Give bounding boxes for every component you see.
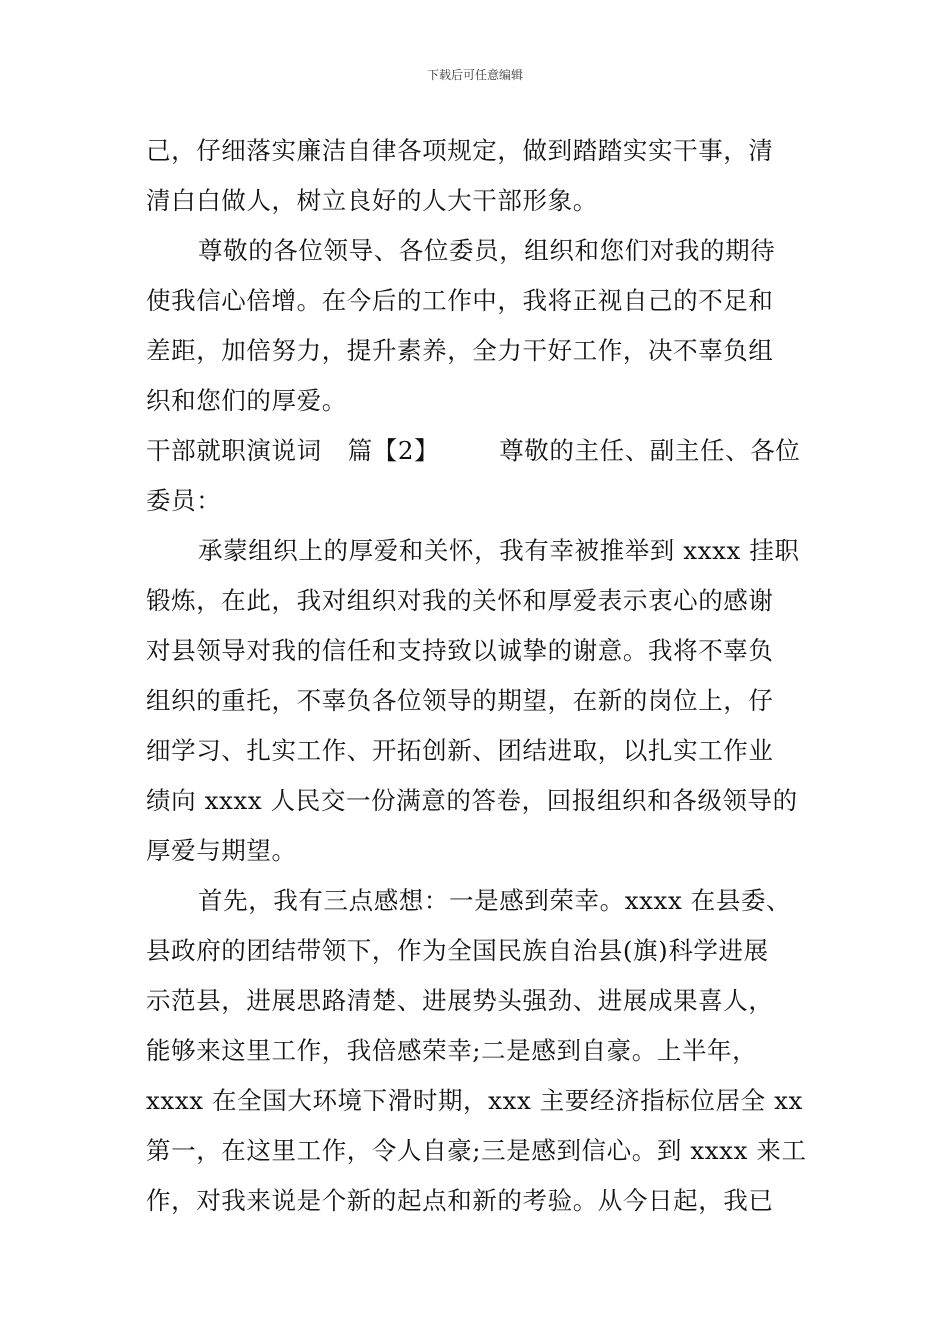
paragraph-gratitude [146,526,814,876]
paragraph-speech-2-heading [146,426,814,526]
text-line: 示范县，进展思路清楚、进展势头强劲、进展成果喜人， [146,986,774,1015]
text-line: 尊敬的各位领导、各位委员，组织和您们对我的期待 [198,236,776,265]
text-line: 承蒙组织上的厚爱和关怀，我有幸被推举到 xxxx 挂职 [198,536,800,565]
text-line: 锻炼，在此，我对组织对我的关怀和厚爱表示衷心的感谢 [146,586,774,615]
page-header: 下载后可任意编辑 [426,68,523,82]
text-line: 县政府的团结带领下，作为全国民族自治县(旗)科学进展 [146,936,769,965]
text-line: 第一，在这里工作，令人自豪;三是感到信心。到 xxxx 来工 [146,1136,807,1165]
section-heading [146,426,814,476]
text-line: 使我信心倍增。在今后的工作中，我将正视自己的不足和 [146,286,774,315]
speech-part-label: 篇【2】 [347,436,440,465]
text-line: 对县领导对我的信任和支持致以诚挚的谢意。我将不辜负 [146,636,774,665]
text-line: 组织的重托，不辜负各位领导的期望，在新的岗位上，仔 [146,686,774,715]
speech-title: 干部就职演说词 [146,436,322,465]
paragraph-self-discipline [146,126,814,226]
salutation: 尊敬的主任、副主任、各位 [499,436,801,465]
text-line: 织和您们的厚爱。 [146,386,347,415]
text-line: 细学习、扎实工作、开拓创新、团结进取，以扎实工作业 [146,736,774,765]
paragraph-closing [146,226,814,426]
text-line: 绩向 xxxx 人民交一份满意的答卷，回报组织和各级领导的 [146,786,798,815]
paragraph-impressions [146,876,814,1226]
text-line: 厚爱与期望。 [146,836,297,865]
text-line: xxxx 在全国大环境下滑时期，xxx 主要经济指标位居全 xx [146,1086,803,1115]
text-line: 作，对我来说是个新的起点和新的考验。从今日起，我已 [146,1186,774,1215]
document-body [146,126,814,1226]
text-line: 差距，加倍努力，提升素养，全力干好工作，决不辜负组 [146,336,774,365]
text-line: 清白白做人，树立良好的人大干部形象。 [146,186,598,215]
text-line: 己，仔细落实廉洁自律各项规定，做到踏踏实实干事，清 [146,136,774,165]
text-line: 委员： [146,486,222,515]
text-line: 首先，我有三点感想：一是感到荣幸。xxxx 在县委、 [198,886,792,915]
text-line: 能够来这里工作，我倍感荣幸;二是感到自豪。上半年， [146,1036,758,1065]
